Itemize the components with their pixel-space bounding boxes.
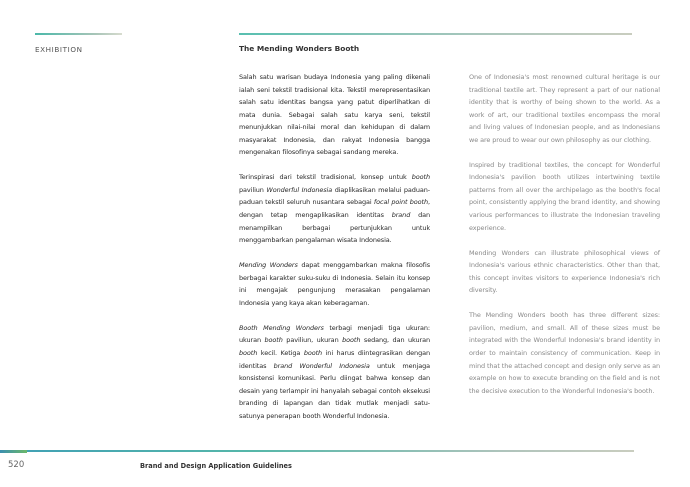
text-run: The Mending Wonders booth has three different sizes: pavilion, medium, and small. All of these sizes must be integrated with the Wonderful Indonesia's brand identity in order to maintain consistency of communication. Keep in mind that the attached concept and design only serve as an example on how to execute branding on the field and is not the decisive execution to the Wonderful Indonesia's booth. xyxy=(469,311,660,395)
text-run: Salah satu warisan budaya Indonesia yang paling dikenali ialah seni tekstil tradisional kita. Tekstil merepresentasikan salah satu identitas bangsa yang patut diperlihatkan di mata dunia. Sebagai salah satu karya seni, tekstil menunjukkan nilai-nilai moral dan kehidupan di dalam masyarakat Indonesia, dan rakyat Indonesia bangga mengenakan filosofinya sebagai sandang mereka. xyxy=(239,73,430,157)
text-run: Terinspirasi dari tekstil tradisional, konsep untuk xyxy=(239,173,412,182)
italic-text-run: Wonderful Indonesia xyxy=(266,185,333,194)
text-run: Mending Wonders can illustrate philosophical views of Indonesia's various ethnic characteristics. Other than that, this concept invites visitors to experience Indonesia's rich diversity. xyxy=(469,248,660,295)
italic-text-run: Booth Mending Wonders xyxy=(239,323,324,332)
italic-text-run: brand Wonderful Indonesia xyxy=(273,361,370,370)
paragraph xyxy=(239,71,430,159)
text-run: paviliun, ukuran xyxy=(282,336,343,345)
text-run: dapat menggambarkan makna filosofis berbagai karakter suku-suku di Indonesia. Selain itu konsep ini mengajak pengunjung merasakan pengalaman Indonesia yang kaya akan keberagaman. xyxy=(239,261,430,307)
paragraph xyxy=(239,322,430,422)
italic-text-run: booth xyxy=(411,173,430,182)
italic-text-run: booth xyxy=(239,349,258,358)
text-run: , dengan tetap mengaplikasikan identitas xyxy=(239,198,430,220)
paragraph xyxy=(469,309,660,397)
paragraph xyxy=(239,259,430,309)
italic-text-run: booth xyxy=(264,336,283,345)
english-text-column xyxy=(469,71,660,410)
document-title: Brand and Design Application Guidelines xyxy=(140,462,292,470)
text-run: sedang, dan ukuran xyxy=(360,336,430,345)
footer-rule-accent xyxy=(0,450,27,453)
text-run: untuk menjaga konsistensi komunikasi. Perlu diingat bahwa konsep dan desain yang terlampir ini hanyalah sebagai contoh eksekusi branding di lapangan dan tidak mutlak menjadi satu-satunya penerapan booth Wonderful Indonesia. xyxy=(239,361,430,420)
indonesian-text-column xyxy=(239,71,430,435)
italic-text-run: booth xyxy=(342,336,361,345)
page-title: The Mending Wonders Booth xyxy=(239,44,360,53)
italic-text-run: Mending Wonders xyxy=(239,261,298,270)
italic-text-run: brand xyxy=(391,211,411,220)
italic-text-run: focal point booth xyxy=(373,198,429,207)
footer-rule xyxy=(0,450,634,452)
text-run: Inspired by traditional textiles, the concept for Wonderful Indonesia's pavilion booth utilizes intertwining textile patterns from all over the archipelago as the booth's focal point, consistently applying the brand identity, and showing various performances to illustrate the Indonesian traveling experience. xyxy=(469,160,660,232)
text-run: terbagi menjadi tiga ukuran: ukuran xyxy=(239,323,430,345)
text-run: dan menampilkan berbagai pertunjukkan untuk menggambarkan pengalaman wisata Indonesia. xyxy=(239,211,430,245)
section-label: EXHIBITION xyxy=(35,45,83,54)
page-number: 520 xyxy=(8,460,25,470)
text-run: ini harus diintegrasikan dengan identitas xyxy=(239,349,431,370)
section-rule xyxy=(35,33,122,35)
text-run: One of Indonesia's most renowned cultural heritage is our traditional textile art. They represent a part of our national identity that is worthy of being shown to the world. As a work of art, our traditional textiles encompass the moral and living values of Indonesian people, and as Indonesians we are proud to wear our own philosophy as our clothing. xyxy=(469,73,660,144)
header-rule xyxy=(239,33,632,35)
text-run: diaplikasikan melalui paduan-paduan tekstil seluruh nusantara sebagai xyxy=(239,185,430,207)
paragraph xyxy=(469,71,660,146)
text-run: kecil. Ketiga xyxy=(257,349,304,358)
text-run: paviliun xyxy=(239,185,267,194)
paragraph xyxy=(469,247,660,297)
italic-text-run: booth xyxy=(303,349,323,358)
paragraph xyxy=(239,171,430,246)
paragraph xyxy=(469,159,660,234)
